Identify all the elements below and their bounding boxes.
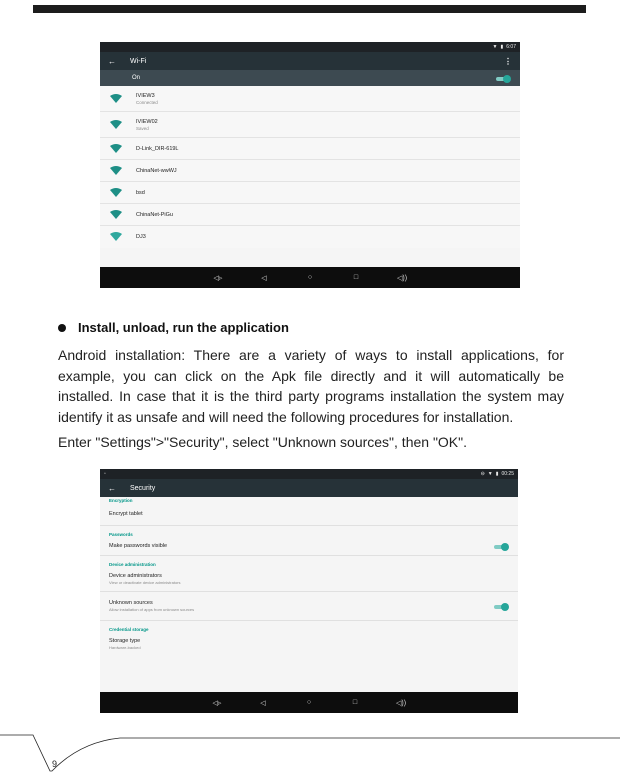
instruction-text: Enter "Settings">"Security", select "Unknown sources", then "OK". [58, 434, 467, 450]
nav-bar [100, 692, 518, 713]
network-item[interactable] [100, 112, 520, 138]
sync-icon: ⊖ [480, 471, 485, 477]
wifi-signal-icon [110, 94, 122, 104]
header-bar [33, 5, 586, 13]
encrypt-tablet-item[interactable] [100, 503, 518, 525]
status-bar [100, 42, 520, 52]
status-bar [100, 469, 518, 479]
network-ssid: IVIEW02 [136, 118, 158, 125]
network-ssid: ChinaNet-PiGu [136, 211, 173, 218]
screen-title: Wi-Fi [130, 57, 147, 65]
recents-nav-icon[interactable]: □ [352, 699, 358, 706]
recents-nav-icon[interactable]: □ [353, 274, 359, 281]
screen-title: Security [130, 484, 156, 492]
network-item[interactable] [100, 226, 520, 248]
wifi-signal-icon [110, 210, 122, 220]
back-nav-icon[interactable]: ◁ [260, 699, 266, 707]
volume-up-icon[interactable]: ◁)) [397, 274, 408, 282]
network-status: Saved [136, 125, 149, 131]
volume-down-icon[interactable]: ◁▹ [212, 699, 222, 707]
wifi-signal-icon [110, 144, 122, 154]
wifi-toggle-switch[interactable] [496, 75, 510, 82]
unknown-sources-subtitle: Allow installation of apps from unknown sources [109, 607, 195, 612]
network-ssid: DJ3 [136, 234, 146, 240]
unknown-sources-item[interactable] [100, 592, 518, 620]
install-paragraph: Android installation: There are a variety of ways to install applications, for example, you can click on the Apk file directly and it will automatically be installed. In case that it is the third party programs installation the system may identify it as unsafe and will need the following procedures for installation. [58, 347, 564, 425]
make-passwords-visible-item[interactable] [100, 537, 518, 555]
security-screenshot [100, 469, 518, 713]
status-time: 6:07 [506, 44, 516, 50]
wifi-signal-icon [110, 120, 122, 130]
battery-icon: ▮ [495, 471, 499, 477]
passwords-visible-toggle[interactable] [494, 543, 508, 550]
make-passwords-visible-label: Make passwords visible [109, 543, 168, 549]
wifi-signal-icon [110, 188, 122, 198]
footer-decoration [0, 730, 620, 773]
device-admin-header: Device administration [109, 562, 156, 567]
network-item[interactable] [100, 204, 520, 226]
status-time: 00:25 [501, 471, 514, 477]
storage-type-label: Storage type [109, 638, 141, 644]
nav-bar [100, 267, 520, 288]
network-ssid: D-Link_DIR-619L [136, 145, 179, 152]
page-number: 9 [52, 759, 58, 769]
action-bar [100, 52, 520, 70]
network-item[interactable] [100, 138, 520, 160]
device-administrators-item[interactable] [100, 567, 518, 591]
unknown-sources-label: Unknown sources [109, 600, 153, 606]
network-ssid: IVIEW3 [136, 92, 155, 99]
back-arrow-icon[interactable]: ← [108, 56, 116, 66]
credential-storage-header: Credential storage [109, 627, 149, 632]
network-status: Connected [136, 99, 158, 105]
section-heading-text: Install, unload, run the application [78, 320, 289, 335]
encrypt-tablet-label: Encrypt tablet [109, 511, 143, 517]
network-ssid: ChinaNet-wwWJ [136, 167, 177, 174]
network-item[interactable] [100, 160, 520, 182]
encryption-header: Encryption [109, 498, 133, 503]
notification-icon: ▫ [104, 471, 106, 477]
wifi-toggle-row[interactable] [100, 70, 520, 86]
wifi-signal-icon [110, 166, 122, 176]
back-arrow-icon[interactable]: ← [108, 483, 116, 493]
volume-up-icon[interactable]: ◁)) [396, 699, 407, 707]
section-heading [58, 320, 289, 335]
network-item[interactable] [100, 86, 520, 112]
storage-type-subtitle: Hardware-backed [109, 645, 141, 650]
bullet-icon [58, 324, 66, 332]
overflow-menu-icon[interactable]: ⋮ [504, 56, 512, 66]
unknown-sources-toggle[interactable] [494, 603, 508, 610]
action-bar [100, 479, 518, 497]
network-ssid: bsd [136, 189, 145, 196]
wifi-status-icon: ▼ [487, 471, 493, 477]
wifi-signal-icon [110, 232, 122, 242]
storage-type-item[interactable] [100, 632, 518, 656]
volume-down-icon[interactable]: ◁▹ [213, 274, 223, 282]
wifi-on-label: On [132, 75, 141, 81]
battery-icon: ▮ [500, 44, 504, 50]
back-nav-icon[interactable]: ◁ [261, 274, 267, 282]
wifi-screenshot [100, 42, 520, 288]
home-nav-icon[interactable]: ○ [307, 274, 313, 281]
passwords-header: Passwords [109, 532, 133, 537]
home-nav-icon[interactable]: ○ [306, 699, 312, 706]
device-administrators-subtitle: View or deactivate device administrators [109, 580, 181, 585]
device-administrators-label: Device administrators [109, 573, 162, 579]
wifi-status-icon: ▼ [492, 44, 498, 50]
network-item[interactable] [100, 182, 520, 204]
